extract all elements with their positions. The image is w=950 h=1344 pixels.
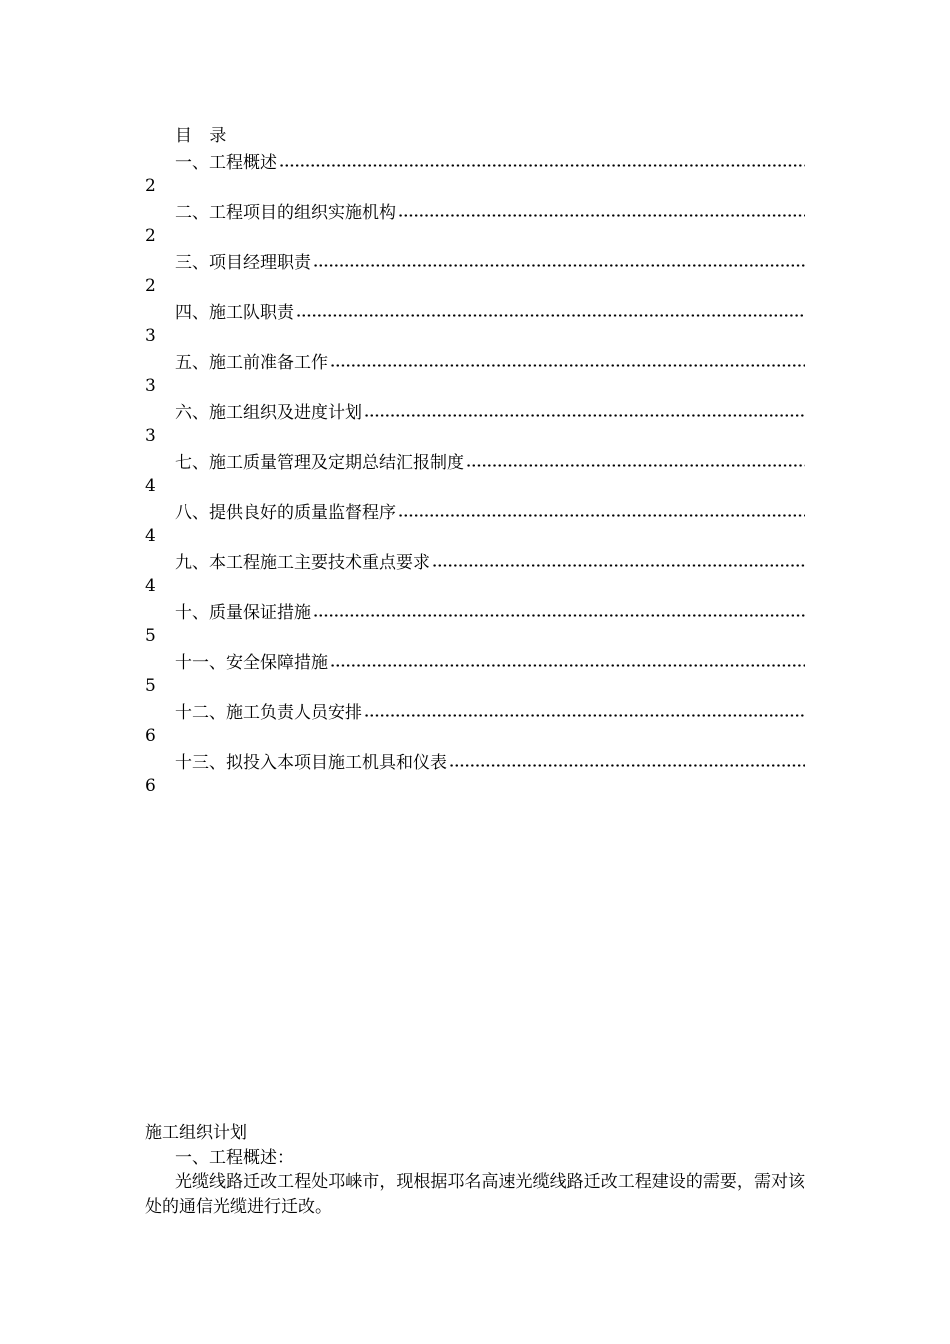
toc-entry-text: 六、施工组织及进度计划 [175,403,362,423]
toc-entry-text: 九、本工程施工主要技术重点要求 [175,553,430,573]
toc-dot-leader [466,464,805,467]
toc-entry-text: 十二、施工负责人员安排 [175,703,362,723]
toc-entry-line [175,698,805,723]
toc-entry-text: 十一、安全保障措施 [175,653,328,673]
toc-dot-leader [330,364,805,367]
toc-entry-text: 二、工程项目的组织实施机构 [175,203,396,223]
toc-page-number: 2 [145,176,156,196]
toc-entry-line [175,398,805,423]
toc-page-number: 4 [145,576,156,596]
toc-page-number: 5 [145,626,156,646]
toc-dot-leader [432,564,805,567]
toc-dot-leader [296,314,805,317]
toc-entry-text: 十三、拟投入本项目施工机具和仪表 [175,753,447,773]
toc-dot-leader [449,764,805,767]
toc-page-number: 3 [145,376,156,396]
toc-entry-text: 八、提供良好的质量监督程序 [175,503,396,523]
toc-page-number: 6 [145,776,156,796]
toc-page-number: 3 [145,326,156,346]
toc-entry-text: 五、施工前准备工作 [175,353,328,373]
toc-entry[interactable] [145,648,805,698]
toc-entry[interactable] [145,348,805,398]
toc-entry-line [175,498,805,523]
toc-dot-leader [398,214,805,217]
toc-page-number: 4 [145,476,156,496]
toc-entry-line [175,448,805,473]
section-heading: 一、工程概述： [175,1148,294,1168]
toc-entry-line [175,248,805,273]
toc-page-number: 5 [145,676,156,696]
toc-entry-text: 七、施工质量管理及定期总结汇报制度 [175,453,464,473]
toc-entry-line [175,598,805,623]
toc-entry-text: 三、项目经理职责 [175,253,311,273]
toc-entry[interactable] [145,748,805,798]
toc-page-number: 2 [145,226,156,246]
toc-entry[interactable] [145,248,805,298]
toc-dot-leader [364,714,805,717]
toc-entry[interactable] [145,448,805,498]
toc-page-number: 6 [145,726,156,746]
document-title: 施工组织计划 [145,1123,247,1143]
toc-entry-text: 十、质量保证措施 [175,603,311,623]
toc-entry-line [175,348,805,373]
toc-entry-line [175,548,805,573]
toc-page-number: 4 [145,526,156,546]
toc-dot-leader [279,164,805,167]
toc-entry-text: 四、施工队职责 [175,303,294,323]
toc-entry-line [175,748,805,773]
toc-entry[interactable] [145,298,805,348]
toc-dot-leader [313,614,805,617]
toc-dot-leader [330,664,805,667]
toc-dot-leader [398,514,805,517]
toc-entry-line [175,198,805,223]
toc-entry[interactable] [145,148,805,198]
toc-entry-line [175,648,805,673]
toc-entry-text: 一、工程概述 [175,153,277,173]
toc-title: 目 录 [175,126,233,146]
toc-entry[interactable] [145,698,805,748]
toc-page-number: 3 [145,426,156,446]
toc-entry[interactable] [145,398,805,448]
toc-entry[interactable] [145,498,805,548]
toc-page-number: 2 [145,276,156,296]
toc-entry[interactable] [145,598,805,648]
toc-dot-leader [364,414,805,417]
toc-entry-line [175,298,805,323]
toc-entry-line [175,148,805,173]
body-paragraph: 光缆线路迁改工程处邛崃市，现根据邛名高速光缆线路迁改工程建设的需要，需对该处的通信光缆进行迁改。 [145,1172,805,1217]
table-of-contents [145,148,805,798]
toc-entry[interactable] [145,198,805,248]
toc-dot-leader [313,264,805,267]
toc-entry[interactable] [145,548,805,598]
